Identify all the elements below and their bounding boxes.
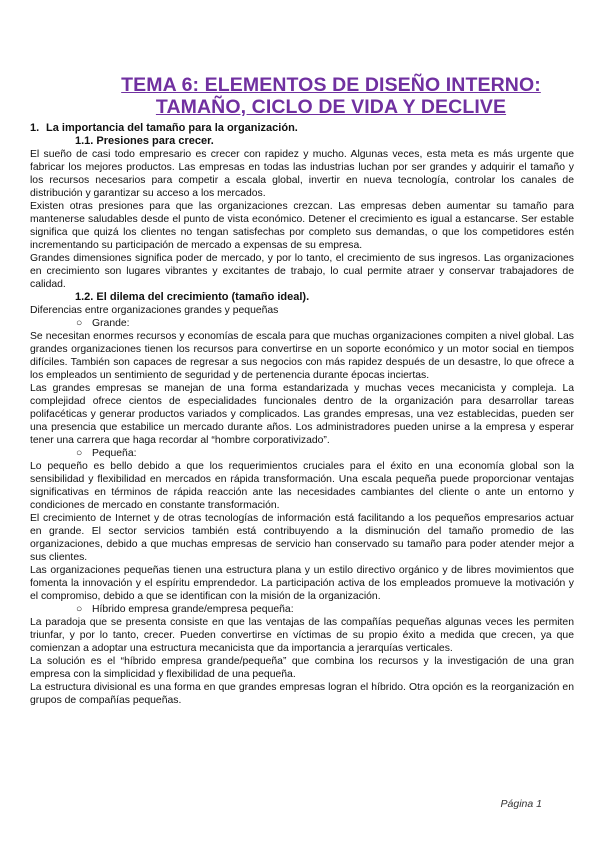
paragraph: El sueño de casi todo empresario es crecer con rapidez y mucho. Algunas veces, esta meta es más urgente que fabricar los mejores productos. Las empresas en todas las industrias luchan por ser grandes y adquirir el tamaño y los recursos necesarios para competir a escala global, invertir en nueva tecnología, controlar los canales de distribución y garantizar su acceso a los mercados.	[30, 149, 574, 199]
bullet-circle-icon: ○	[76, 318, 83, 329]
bullet-label: Híbrido empresa grande/empresa pequeña:	[92, 604, 294, 615]
paragraph: El crecimiento de Internet y de otras tecnologías de información está facilitando a los pequeños empresarios actuar en grande. El sector servicios también está contribuyendo a la disminución del tamaño promedio de las organizaciones, debido a que muchas empresas de servicio han conservado su tamaño para poder atender mejor a sus clientes.	[30, 513, 574, 563]
section-1-heading	[30, 122, 574, 135]
bullet-circle-icon: ○	[76, 448, 83, 459]
paragraph: Las organizaciones pequeñas tienen una estructura plana y un estilo directivo orgánico y de libres movimientos que fomenta la innovación y el espíritu emprendedor. La participación activa de los empleados promueve la motivación y el compromiso, debido a que se identifican con la misión de la organización.	[30, 565, 574, 602]
paragraph: La paradoja que se presenta consiste en que las ventajas de las compañías pequeñas algunas veces les permiten triunfar, y por lo tanto, crecer. Pueden convertirse en víctimas de su propio éxito a medida que crecen, ya que comienzan a adoptar una estructura mecanicista que da importancia a jerarquías verticales.	[30, 617, 574, 654]
bullet-hibrido	[76, 603, 574, 616]
bullet-circle-icon: ○	[76, 604, 83, 615]
bullet-label: Pequeña:	[92, 448, 137, 459]
bullet-grande	[76, 317, 574, 330]
bullet-pequena	[76, 447, 574, 460]
paragraph: Las grandes empresas se manejan de una forma estandarizada y muchas veces mecanicista y compleja. La complejidad ofrece cientos de especialidades funcionales dentro de la organización para desarrollar tareas polifacéticas y generar productos variados y complicados. Las grandes empresas, una vez establecidas, pueden ser una presencia que estabilice un mercado durante años. Los administradores pueden unirse a la empresa y esperar tener una carrera que haga recordar al “hombre corporativizado”.	[30, 383, 574, 446]
paragraph: Se necesitan enormes recursos y economías de escala para que muchas organizaciones compiten a nivel global. Las grandes organizaciones tienen los recursos para convertirse en un soporte económico y un motor social en tiempos difíciles. También son capaces de regresar a sus negocios con más rapidez después de un desastre, lo que ofrece a los empleados un sentimiento de seguridad y de pertenencia durante épocas inciertas.	[30, 331, 574, 381]
paragraph: Existen otras presiones para que las organizaciones crezcan. Las empresas deben aumentar su tamaño para mantenerse saludables desde el punto de vista económico. Detener el crecimiento es igual a estancarse. Ser estable significa que quizá los clientes no tengan satisfechas por completo sus demandas, o que los competidores estén incrementando su participación de mercado a expensas de su empresa.	[30, 201, 574, 251]
document-title	[88, 74, 574, 118]
section-1-heading-text: La importancia del tamaño para la organización.	[46, 122, 298, 134]
section-1-number: 1.	[30, 122, 40, 134]
section-1-2-heading: 1.2. El dilema del crecimiento (tamaño ideal).	[75, 291, 310, 303]
paragraph: Lo pequeño es bello debido a que los requerimientos cruciales para el éxito en una economía global son la sensibilidad y flexibilidad en mercados en rápida transformación. Una escala pequeña puede proporcionar ventajas significativas en términos de rápida reacción ante las necesidades cambiantes del cliente o ante un entorno y condiciones de mercado en constante transformación.	[30, 461, 574, 511]
page-number: Página 1	[500, 798, 542, 810]
paragraph: La solución es el “híbrido empresa grande/pequeña” que combina los recursos y la investigación de una gran empresa con la simplicidad y flexibilidad de una pequeña.	[30, 656, 574, 680]
section-1-1-heading: 1.1. Presiones para crecer.	[75, 135, 214, 147]
paragraph: Diferencias entre organizaciones grandes y pequeñas	[30, 305, 279, 316]
bullet-label: Grande:	[92, 318, 130, 329]
paragraph: La estructura divisional es una forma en que grandes empresas logran el híbrido. Otra opción es la reorganización en grupos de compañías pequeñas.	[30, 682, 574, 706]
title-line-1: TEMA 6: ELEMENTOS DE DISEÑO INTERNO:	[121, 74, 541, 96]
document-page	[30, 74, 574, 707]
paragraph: Grandes dimensiones significa poder de mercado, y por lo tanto, el crecimiento de sus ingresos. Las organizaciones en crecimiento son lugares vibrantes y excitantes de trabajo, lo cual permite atraer y conservar trabajadores de calidad.	[30, 253, 574, 290]
title-line-2: TAMAÑO, CICLO DE VIDA Y DECLIVE	[155, 96, 507, 118]
